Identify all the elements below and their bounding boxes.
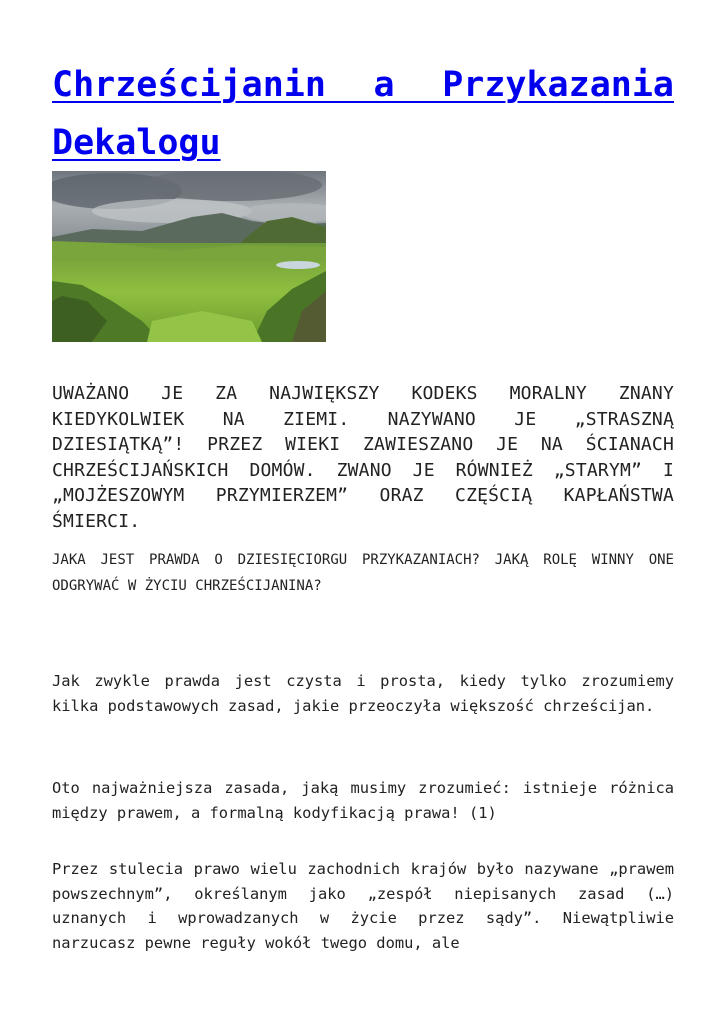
landscape-illustration <box>52 171 326 342</box>
article-paragraph: Przez stulecia prawo wielu zachodnich krajów było nazywane „prawem powszechnym”, określanym jako „zespół niepisanych zasad (…) uznanych i wprowadzanych w życie przez sądy”. Niewątpliwie narzucasz pewne reguły wokół twego domu, ale <box>52 860 674 952</box>
article-paragraph: Jak zwykle prawda jest czysta i prosta, kiedy tylko zrozumiemy kilka podstawowych zasad, jakie przeoczyła większość chrześcijan. <box>52 672 674 715</box>
article-subheading: JAKA JEST PRAWDA O DZIESIĘCIORGU PRZYKAZANIACH? JAKĄ ROLĘ WINNY ONE ODGRYWAĆ W ŻYCIU CHRZEŚCIJANINA? <box>52 552 674 594</box>
article-title <box>52 56 674 172</box>
article-hero-image <box>52 171 326 342</box>
article-paragraph: Oto najważniejsza zasada, jaką musimy zrozumieć: istnieje różnica między prawem, a formalną kodyfikacją prawa! (1) <box>52 779 674 822</box>
article-title-link[interactable]: Chrześcijanin a Przykazania Dekalogu <box>52 65 674 163</box>
article-lead: UWAŻANO JE ZA NAJWIĘKSZY KODEKS MORALNY ZNANY KIEDYKOLWIEK NA ZIEMI. NAZYWANO JE „STRASZNĄ DZIESIĄTKĄ”! PRZEZ WIEKI ZAWIESZANO JE NA ŚCIANACH CHRZEŚCIJAŃSKICH DOMÓW. ZWANO JE RÓWNIEŻ „STARYM” I „MOJŻESZOWYM PRZYMIERZEM” ORAZ CZĘŚCIĄ KAPŁAŃSTWA ŚMIERCI. <box>52 383 674 532</box>
